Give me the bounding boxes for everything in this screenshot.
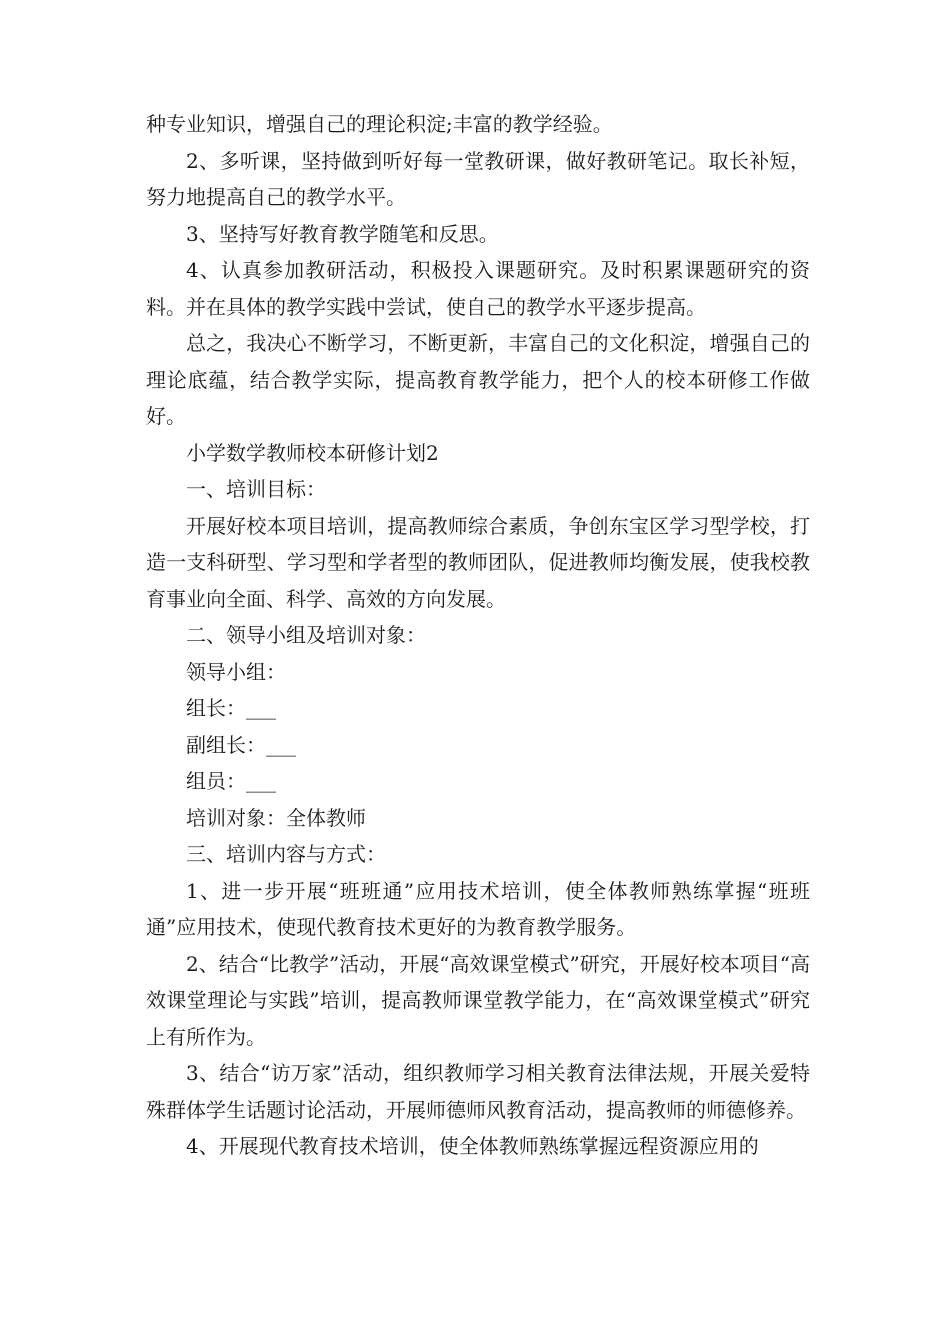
- paragraph-item-3: 3、坚持写好教育教学随笔和反思。: [186, 221, 499, 246]
- document-body: [146, 106, 810, 1165]
- paragraph-content-4: 4、开展现代教育技术培训，使全体教师熟练掌握远程资源应用的: [186, 1134, 759, 1158]
- paragraph-content-2: 2、结合“比教学”活动，开展“高效课堂模式”研究，开展好校本项目“高效课堂理论与实践”培训，提高教师课堂教学能力，在“高效课堂模式”研究上有所作为。: [146, 951, 810, 1049]
- heading-content-methods: 三、培训内容与方式：: [186, 842, 386, 866]
- leadership-group-label: 领导小组：: [186, 659, 286, 684]
- deputy-leader-line: 副组长：___: [186, 732, 296, 757]
- paragraph-continuation: 种专业知识，增强自己的理论积淀;丰富的教学经验。: [146, 112, 613, 136]
- heading-training-goals: 一、培训目标：: [186, 477, 326, 501]
- training-target-line: 培训对象：全体教师: [186, 805, 366, 830]
- paragraph-item-2: 2、多听课，坚持做到听好每一堂教研课，做好教研笔记。取长补短，努力地提高自己的教学水平。: [146, 148, 810, 209]
- leader-line: 组长：___: [186, 696, 276, 720]
- section-title: 小学数学教师校本研修计划2: [186, 440, 439, 465]
- member-line: 组员：___: [186, 769, 276, 793]
- paragraph-content-1: 1、进一步开展“班班通”应用技术培训，使全体教师熟练掌握“班班通”应用技术，使现代教育技术更好的为教育教学服务。: [146, 878, 810, 939]
- paragraph-training-goals: 开展好校本项目培训，提高教师综合素质，争创东宝区学习型学校，打造一支科研型、学习型和学者型的教师团队，促进教师均衡发展，使我校教育事业向全面、科学、高效的方向发展。: [146, 513, 810, 611]
- paragraph-summary: 总之，我决心不断学习，不断更新，丰富自己的文化积淀，增强自己的理论底蕴，结合教学实际，提高教育教学能力，把个人的校本研修工作做好。: [146, 331, 810, 428]
- paragraph-item-4: 4、认真参加教研活动，积极投入课题研究。及时积累课题研究的资料。并在具体的教学实践中尝试，使自己的教学水平逐步提高。: [146, 258, 810, 319]
- paragraph-content-3: 3、结合“访万家”活动，组织教师学习相关教育法律法规，开展关爱特殊群体学生话题讨论活动，开展师德师风教育活动，提高教师的师德修养。: [146, 1061, 810, 1122]
- heading-leadership: 二、领导小组及培训对象：: [186, 623, 426, 647]
